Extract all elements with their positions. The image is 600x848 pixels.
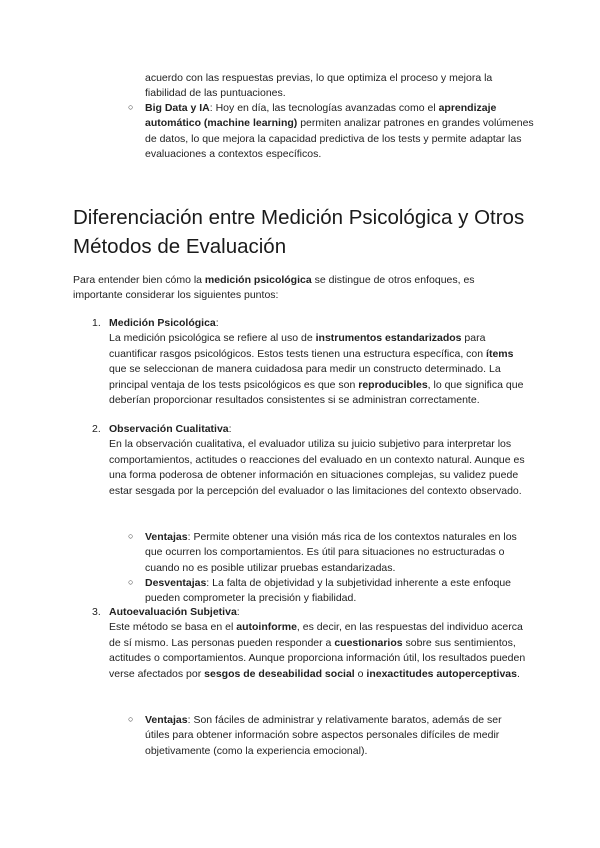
bullet-icon: ○: [128, 714, 134, 724]
sub-item-desventajas: Desventajas: La falta de objetividad y la subjetividad inherente a este enfoque pueden comprometer la precisión y fiabilidad.: [145, 577, 512, 605]
bullet-icon: ○: [128, 102, 134, 112]
sub-item-ventajas: Ventajas: Permite obtener una visión más rica de los contextos naturales en los que ocurren los comportamientos. Es útil para situaciones no estructuradas o cuando no es posible utilizar pruebas estandarizadas.: [145, 531, 517, 574]
list-item-autoevaluacion: Autoevaluación Subjetiva: Este método se basa en el autoinforme, es decir, en las respuestas del individuo acerca de sí mismo. Las personas pueden responder a cuestionarios sobre sus sentimientos, actitudes o comportamientos. Aunque proporciona información útil, los resultados pueden verse afectados por sesgos de deseabilidad social o inexactitudes autoperceptivas.: [109, 606, 526, 680]
bullet-icon: ○: [128, 577, 134, 587]
list-number: 2.: [92, 423, 101, 435]
item-title: Autoevaluación Subjetiva: [109, 606, 237, 618]
list-number: 3.: [92, 606, 101, 618]
bigdata-paragraph: Big Data y IA: Hoy en día, las tecnologías avanzadas como el aprendizaje automático (machine learning) permiten analizar patrones en grandes volúmenes de datos, lo que mejora la capacidad predictiva de los tests y permite adaptar las evaluaciones a contextos específicos.: [145, 102, 534, 161]
section-title: Diferenciación entre Medición Psicológica y Otros Métodos de Evaluación: [73, 206, 525, 258]
bigdata-label: Big Data y IA: [145, 102, 210, 114]
list-item-medicion: Medición Psicológica: La medición psicológica se refiere al uso de instrumentos estandarizados para cuantificar rasgos psicológicos. Estos tests tienen una estructura específica, con ítems que se seleccionan de manera cuidadosa para medir un constructo determinado. La principal ventaja de los tests psicológicos es que son reproducibles, lo que significa que deberían proporcionar resultados consistentes si se administran correctamente.: [109, 317, 524, 407]
bullet-icon: ○: [128, 531, 134, 541]
continuation-line: acuerdo con las respuestas previas, lo que optimiza el proceso y mejora la fiabilidad de las puntuaciones.: [145, 72, 493, 100]
sub-item-ventajas-auto: Ventajas: Son fáciles de administrar y relativamente baratos, además de ser útiles para obtener información sobre aspectos personales difíciles de medir objetivamente (como la experiencia emocional).: [145, 714, 502, 757]
list-item-observacion: Observación Cualitativa: En la observación cualitativa, el evaluador utiliza su juicio subjetivo para interpretar los comportamientos, actitudes o reacciones del evaluado en un contexto natural. Aunque es una forma poderosa de obtener información en situaciones complejas, su validez puede estar sesgada por la percepción del evaluador o las limitaciones del contexto observado.: [109, 423, 525, 497]
item-title: Medición Psicológica: [109, 317, 216, 329]
item-title: Observación Cualitativa: [109, 423, 229, 435]
list-number: 1.: [92, 317, 101, 329]
intro-paragraph: Para entender bien cómo la medición psicológica se distingue de otros enfoques, es importante considerar los siguientes puntos:: [73, 274, 475, 302]
